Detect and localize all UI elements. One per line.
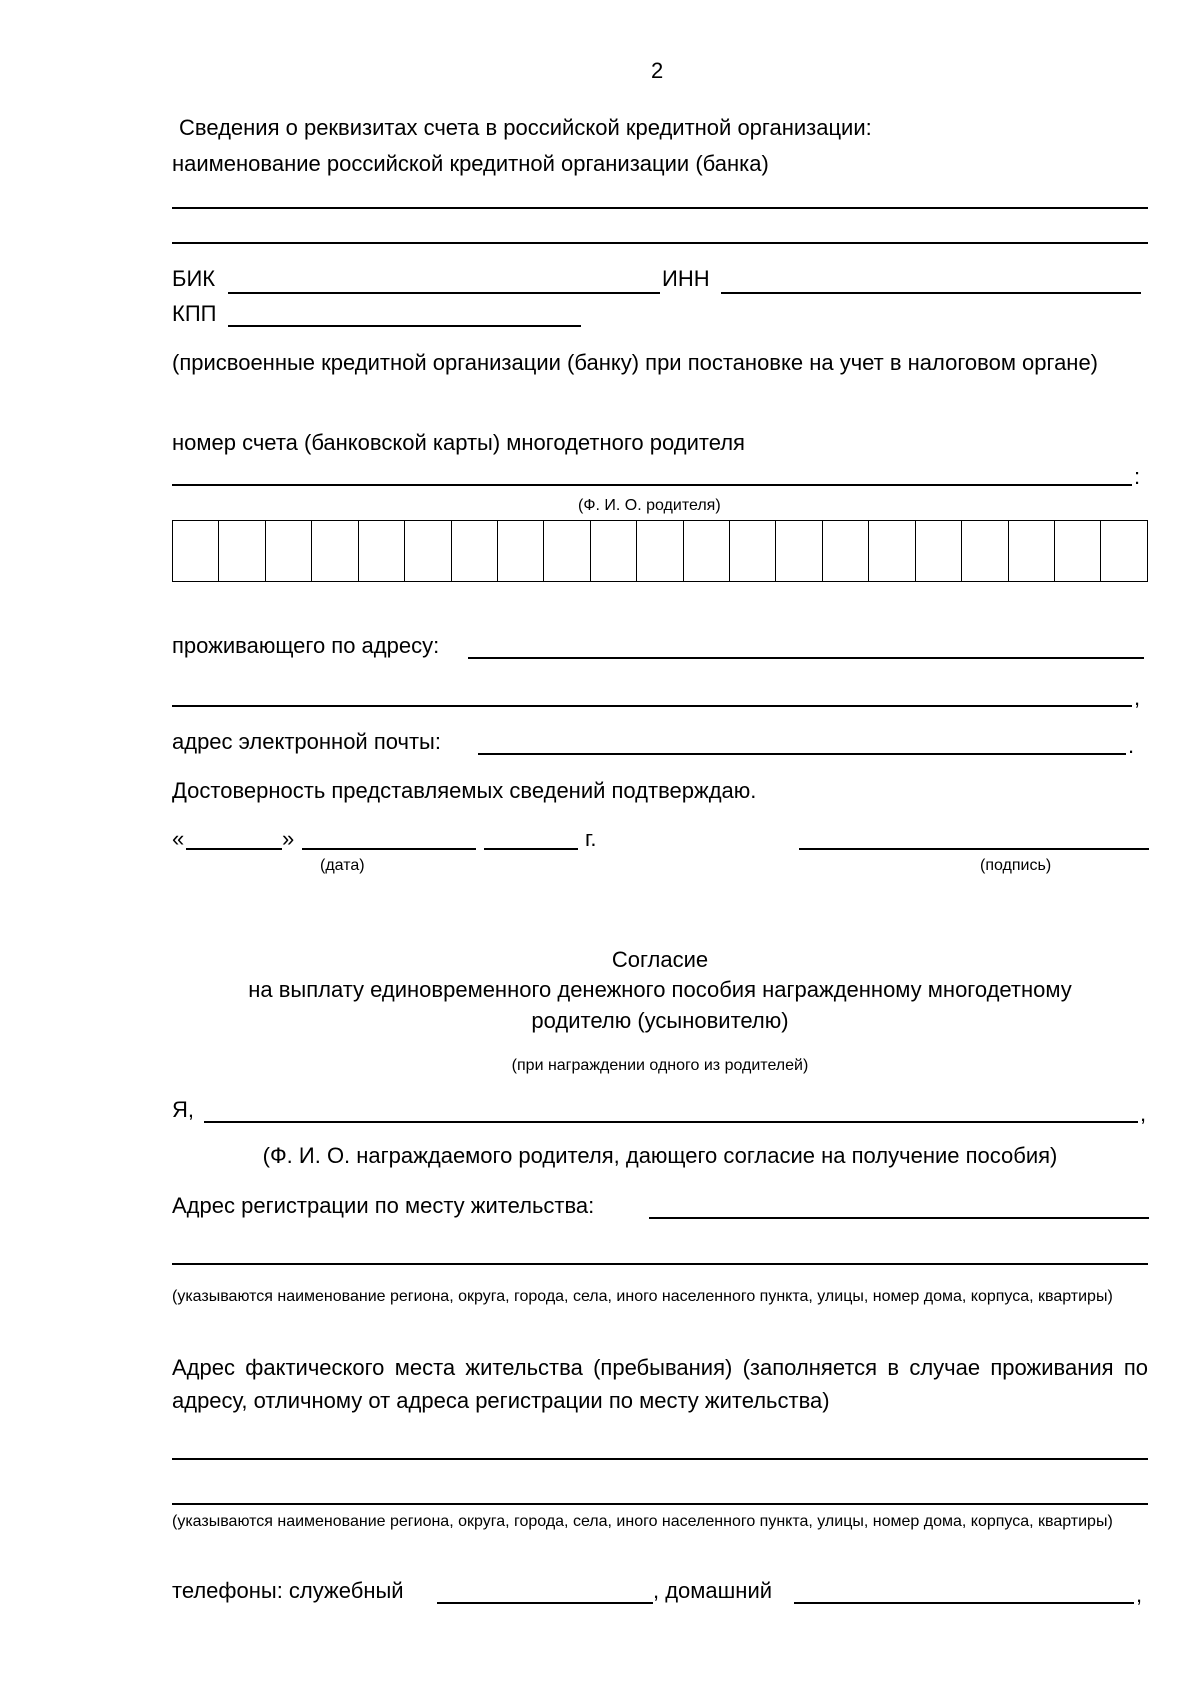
kpp-label: КПП — [172, 301, 217, 326]
email-trailing-period: . — [1128, 733, 1135, 758]
account-digit-cell[interactable] — [1055, 521, 1101, 581]
inn-field-line[interactable] — [721, 292, 1141, 294]
date-caption: (дата) — [320, 857, 365, 874]
address-field-line-2[interactable] — [172, 705, 1132, 707]
account-digit-cell[interactable] — [591, 521, 637, 581]
phone-work-field-line[interactable] — [437, 1602, 653, 1604]
email-field-line[interactable] — [478, 753, 1126, 755]
phones-home-label: , домашний — [653, 1578, 773, 1603]
page-number: 2 — [651, 58, 664, 83]
consent-subtitle-line-1: на выплату единовременного денежного пособия награжденному многодетному — [248, 977, 1072, 1002]
reg-address-field-line-1[interactable] — [649, 1217, 1149, 1219]
account-digit-cell[interactable] — [962, 521, 1008, 581]
assigned-note: (присвоенные кредитной организации (банку) при постановке на учет в налоговом органе) — [172, 350, 1099, 375]
i-label: Я, — [172, 1097, 194, 1122]
inn-label: ИНН — [662, 266, 710, 291]
date-quote-open: « — [172, 826, 185, 851]
bik-field-line[interactable] — [228, 292, 660, 294]
account-digit-cell[interactable] — [219, 521, 265, 581]
account-digit-cell[interactable] — [1009, 521, 1055, 581]
kpp-field-line[interactable] — [228, 325, 581, 327]
reg-address-label: Адрес регистрации по месту жительства: — [172, 1193, 595, 1218]
account-digit-cell[interactable] — [730, 521, 776, 581]
reg-address-field-line-2[interactable] — [172, 1263, 1148, 1265]
bank-name-field-line-2[interactable] — [172, 242, 1148, 244]
account-digit-cell[interactable] — [1101, 521, 1146, 581]
consent-fio-caption: (Ф. И. О. награждаемого родителя, дающего согласие на получение пособия) — [262, 1143, 1058, 1168]
account-digit-cell[interactable] — [637, 521, 683, 581]
consent-subtitle-line-2: родителю (усыновителю) — [531, 1008, 789, 1033]
bank-name-field-line-1[interactable] — [172, 207, 1148, 209]
actual-address-hint: (указываются наименование региона, округа, города, села, иного населенного пункта, улицы, номер дома, корпуса, квартиры) — [172, 1513, 1113, 1530]
date-year-suffix: г. — [585, 826, 597, 851]
consent-fio-field-line[interactable] — [204, 1121, 1138, 1123]
consent-title: Согласие — [611, 947, 709, 972]
account-digit-cell[interactable] — [684, 521, 730, 581]
signature-caption: (подпись) — [980, 857, 1052, 874]
phones-work-label: телефоны: служебный — [172, 1578, 404, 1603]
account-digit-cell[interactable] — [544, 521, 590, 581]
parent-fio-field-line[interactable] — [172, 484, 1132, 486]
account-digit-cell[interactable] — [498, 521, 544, 581]
date-year-field[interactable] — [484, 848, 578, 850]
address-label: проживающего по адресу: — [172, 633, 440, 658]
phone-home-field-line[interactable] — [794, 1602, 1134, 1604]
account-number-grid — [172, 520, 1148, 582]
account-digit-cell[interactable] — [405, 521, 451, 581]
confirm-text: Достоверность представляемых сведений подтверждаю. — [172, 778, 757, 803]
account-digit-cell[interactable] — [266, 521, 312, 581]
phones-trailing-comma: , — [1136, 1582, 1143, 1607]
account-digit-cell[interactable] — [823, 521, 869, 581]
signature-field[interactable] — [799, 848, 1149, 850]
email-label: адрес электронной почты: — [172, 729, 441, 754]
consent-note: (при награждении одного из родителей) — [511, 1057, 809, 1074]
actual-address-text: Адрес фактического места жительства (пребывания) (заполняется в случае проживания по адресу, отличному от адреса регистрации по месту жительства) — [172, 1355, 1148, 1413]
parent-fio-caption: (Ф. И. О. родителя) — [578, 497, 721, 514]
reg-address-hint: (указываются наименование региона, округа, города, села, иного населенного пункта, улицы, номер дома, корпуса, квартиры) — [172, 1288, 1113, 1305]
date-month-field[interactable] — [302, 848, 476, 850]
parent-fio-colon: : — [1134, 464, 1141, 489]
account-digit-cell[interactable] — [312, 521, 358, 581]
consent-fio-comma: , — [1140, 1101, 1147, 1126]
bik-label: БИК — [172, 266, 216, 291]
account-digit-cell[interactable] — [776, 521, 822, 581]
account-digit-cell[interactable] — [359, 521, 405, 581]
date-quote-close: » — [282, 826, 295, 851]
account-digit-cell[interactable] — [916, 521, 962, 581]
actual-address-field-line-1[interactable] — [172, 1458, 1148, 1460]
bank-section-heading: Сведения о реквизитах счета в российской кредитной организации: — [179, 115, 872, 140]
date-day-field[interactable] — [186, 848, 282, 850]
account-label: номер счета (банковской карты) многодетного родителя — [172, 430, 745, 455]
account-digit-cell[interactable] — [869, 521, 915, 581]
address-field-line-1[interactable] — [468, 657, 1144, 659]
account-digit-cell[interactable] — [173, 521, 219, 581]
address-trailing-comma: , — [1134, 685, 1141, 710]
account-digit-cell[interactable] — [452, 521, 498, 581]
bank-name-label: наименование российской кредитной организации (банка) — [172, 151, 769, 176]
actual-address-field-line-2[interactable] — [172, 1503, 1148, 1505]
